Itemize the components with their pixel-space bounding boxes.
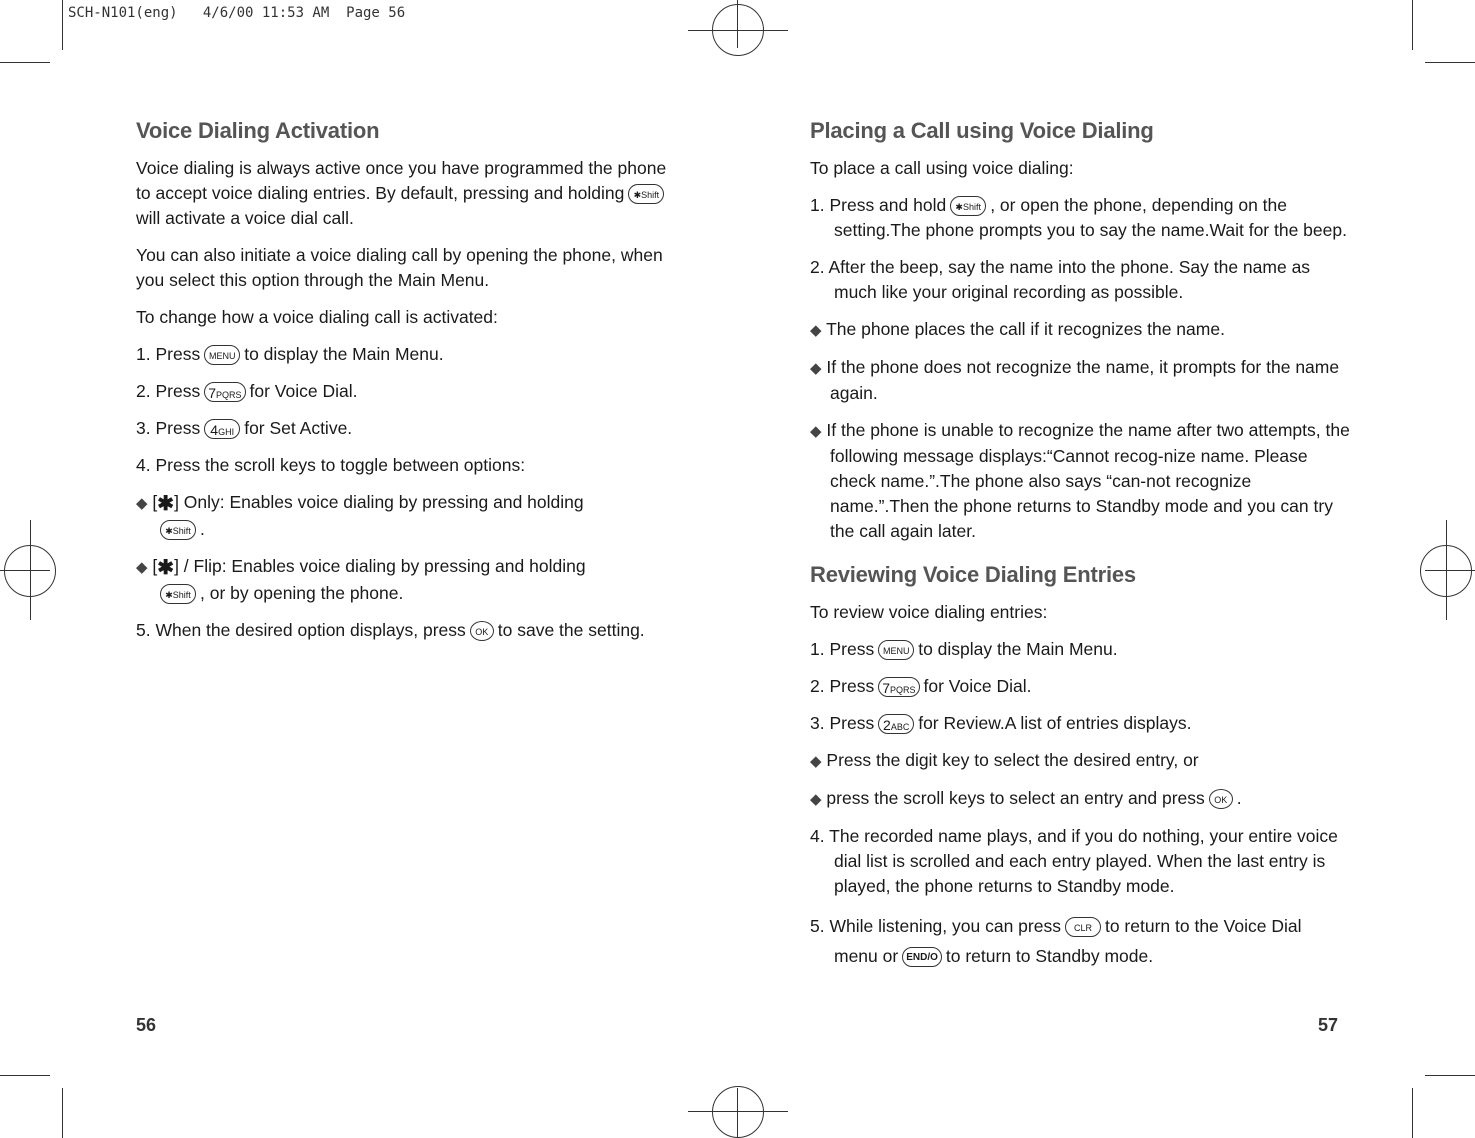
crop-mark (1412, 0, 1413, 50)
paragraph: You can also initiate a voice dialing call by opening the phone, when you select this option through the Main Menu. (136, 245, 663, 290)
step: 1. Press MENU to display the Main Menu. (136, 344, 444, 364)
registration-line (1425, 570, 1475, 571)
diamond-bullet-icon: ◆ (810, 360, 822, 377)
two-key-icon: 2ABC (878, 714, 914, 734)
paragraph: To place a call using voice dialing: (810, 158, 1074, 178)
seven-key-icon: 7PQRS (204, 382, 245, 402)
step: 4. The recorded name plays, and if you do nothing, your entire voice dial list is scrolled and each entry played. When the last entry is played, the phone returns to Standby mode. (810, 826, 1338, 896)
bullet-item: ◆ [✱] Only: Enables voice dialing by pressing and holding ✱Shift . (136, 492, 584, 539)
bullet-item: ◆ If the phone is unable to recognize the name after two attempts, the following message displays:“Cannot recog-nize name. Please check name.”.The phone also says “can-not recognize name.”.Then the phone returns to Standby mode and you can try the call again later. (810, 420, 1350, 541)
end-key-icon: END/O (902, 947, 942, 967)
paragraph: To review voice dialing entries: (810, 602, 1048, 622)
bullet-item: ◆ press the scroll keys to select an entry and press OK . (810, 788, 1242, 808)
ok-key-icon: OK (470, 621, 494, 641)
crop-mark (1425, 62, 1475, 63)
registration-line (688, 30, 788, 31)
crop-mark (1412, 1088, 1413, 1138)
seven-key-icon: 7PQRS (878, 677, 919, 697)
bullet-item: ◆ The phone places the call if it recognizes the name. (810, 319, 1225, 339)
menu-key-icon: MENU (878, 640, 914, 660)
step: 2. Press 7PQRS for Voice Dial. (136, 381, 358, 402)
page-number-right: 57 (1318, 1015, 1339, 1035)
crop-mark (0, 1075, 50, 1076)
bullet-item: ◆ [✱] / Flip: Enables voice dialing by pressing and holding ✱Shift , or by opening the phone. (136, 556, 586, 603)
step: 5. While listening, you can press CLR to return to the Voice Dial menu or END/O to return to Standby mode. (810, 916, 1302, 966)
left-page (136, 118, 676, 655)
shift-key-icon: ✱Shift (160, 584, 196, 604)
section-heading: Voice Dialing Activation (136, 118, 380, 143)
star-icon: ✱ (157, 557, 175, 579)
diamond-bullet-icon: ◆ (136, 495, 148, 512)
right-page (810, 118, 1350, 983)
clr-key-icon: CLR (1065, 917, 1101, 937)
paragraph: To change how a voice dialing call is activated: (136, 307, 498, 327)
step: 2. After the beep, say the name into the phone. Say the name as much like your original recording as possible. (810, 257, 1311, 302)
diamond-bullet-icon: ◆ (810, 753, 822, 770)
section-heading: Placing a Call using Voice Dialing (810, 118, 1154, 143)
registration-line (688, 1111, 788, 1112)
diamond-bullet-icon: ◆ (810, 423, 822, 440)
shift-key-icon: ✱Shift (160, 520, 196, 540)
diamond-bullet-icon: ◆ (810, 322, 822, 339)
crop-mark (0, 62, 50, 63)
step: 4. Press the scroll keys to toggle between options: (136, 455, 526, 475)
crop-mark (62, 0, 63, 50)
registration-mark (712, 1086, 764, 1138)
shift-key-icon: ✱Shift (628, 184, 664, 204)
step: 3. Press 4GHI for Set Active. (136, 418, 353, 439)
diamond-bullet-icon: ◆ (810, 791, 822, 808)
four-key-icon: 4GHI (204, 419, 240, 439)
registration-line (0, 570, 50, 571)
ok-key-icon: OK (1209, 789, 1233, 809)
printer-slug: SCH-N101(eng) 4/6/00 11:53 AM Page 56 (68, 5, 406, 21)
registration-line (30, 520, 31, 620)
step: 5. When the desired option displays, press OK to save the setting. (136, 620, 645, 640)
bullet-item: ◆ If the phone does not recognize the name, it prompts for the name again. (810, 357, 1340, 403)
crop-mark (1425, 1075, 1475, 1076)
step: 1. Press and hold ✱Shift , or open the phone, depending on the setting.The phone prompts you to say the name.Wait for the beep. (810, 195, 1347, 240)
registration-line (737, 1088, 738, 1138)
diamond-bullet-icon: ◆ (136, 559, 148, 576)
section-heading: Reviewing Voice Dialing Entries (810, 562, 1136, 587)
shift-key-icon: ✱Shift (950, 196, 986, 216)
step: 2. Press 7PQRS for Voice Dial. (810, 676, 1032, 697)
crop-mark (62, 1088, 63, 1138)
registration-line (1446, 520, 1447, 620)
step: 1. Press MENU to display the Main Menu. (810, 639, 1118, 659)
bullet-item: ◆ Press the digit key to select the desired entry, or (810, 750, 1199, 770)
text: Voice dialing is always active once you have programmed the phone to accept voice dialing entries. By default, pressing and holding (136, 158, 667, 203)
paragraph (136, 156, 676, 231)
star-icon: ✱ (157, 493, 175, 515)
text: will activate a voice dial call. (136, 208, 354, 228)
registration-line (737, 0, 738, 48)
step: 3. Press 2ABC for Review.A list of entries displays. (810, 713, 1192, 734)
menu-key-icon: MENU (204, 345, 240, 365)
page-number-left: 56 (136, 1015, 157, 1035)
